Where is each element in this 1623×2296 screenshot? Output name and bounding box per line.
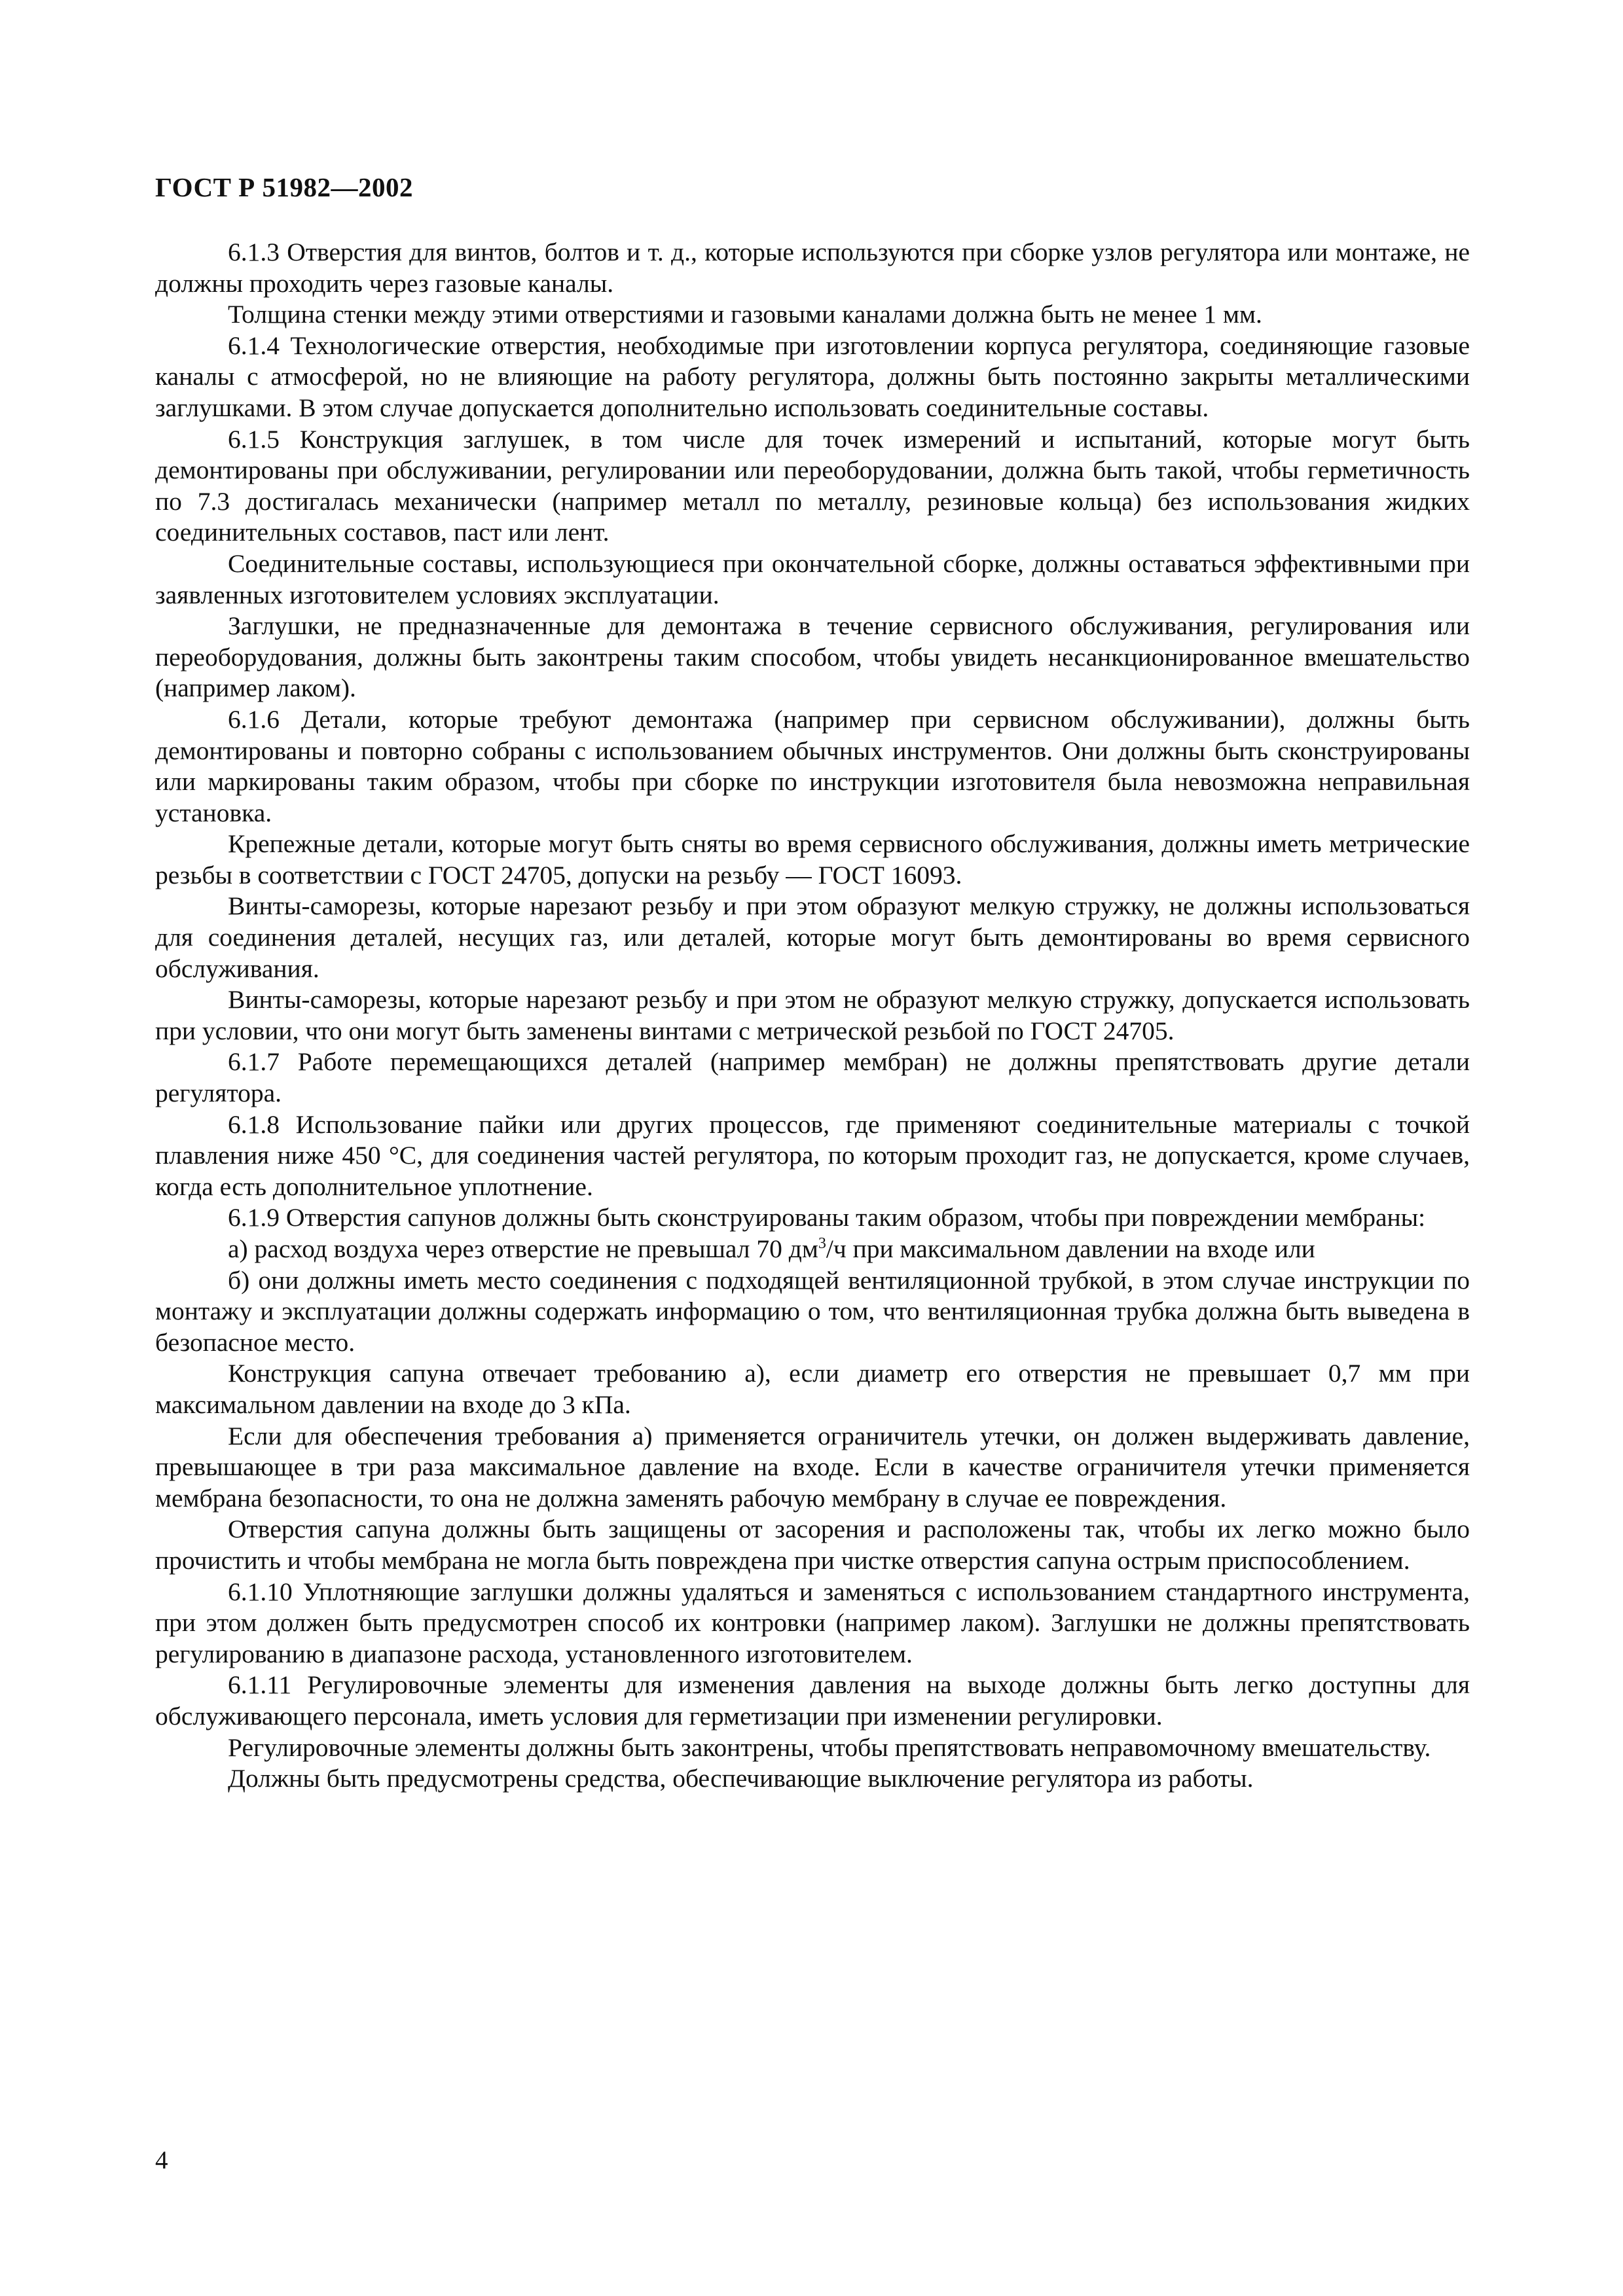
paragraph-6-1-5: 6.1.5 Конструкция заглушек, в том числе для точек измерений и испытаний, которые могут быть демонтированы при обслуживании, регулировании или переоборудовании, должна быть такой, чтобы герметичность по 7.3 достигалась механически (например металл по металлу, резиновые кольца) без использования жидких соединительных составов, паст или лент. bbox=[155, 424, 1470, 547]
item-a-superscript: 3 bbox=[818, 1234, 826, 1252]
paragraph-joint-compounds: Соединительные составы, использующиеся при окончательной сборке, должны оставаться эффективными при заявленных изготовителем условиях эксплуатации. bbox=[155, 548, 1470, 609]
paragraph-plugs-sealing: Заглушки, не предназначенные для демонтажа в течение сервисного обслуживания, регулирования или переоборудования, должны быть законтрены таким способом, чтобы увидеть несанкционированное вмешательство (например лаком). bbox=[155, 611, 1470, 703]
paragraph-6-1-7: 6.1.7 Работе перемещающихся деталей (например мембран) не должны препятствовать другие детали регулятора. bbox=[155, 1047, 1470, 1108]
paragraph-wall-thickness: Толщина стенки между этими отверстиями и газовыми каналами должна быть не менее 1 мм. bbox=[228, 300, 1262, 329]
paragraph-self-tapping-chips: Винты-саморезы, которые нарезают резьбу и при этом образуют мелкую стружку, не должны использоваться для соединения деталей, несущих газ, или деталей, которые могут быть демонтированы во время сервисного обслуживания. bbox=[155, 891, 1470, 983]
paragraph-6-1-10: 6.1.10 Уплотняющие заглушки должны удаляться и заменяться с использованием стандартного инструмента, при этом должен быть предусмотрен способ их контровки (например лаком). Заглушки не должны препятствовать регулированию в диапазоне расхода, установленного изготовителем. bbox=[155, 1577, 1470, 1668]
paragraph-leak-limiter: Если для обеспечения требования а) применяется ограничитель утечки, он должен выдерживать давление, превышающее в три раза максимальное давление на входе. Если в качестве ограничителя утечки применяется мембрана безопасности, то она не должна заменять рабочую мембрану в случае ее повреждения. bbox=[155, 1421, 1470, 1513]
document-body bbox=[155, 237, 1470, 1795]
paragraph-item-a bbox=[155, 1234, 1470, 1265]
paragraph-fasteners: Крепежные детали, которые могут быть сняты во время сервисного обслуживания, должны иметь метрические резьбы в соответствии с ГОСТ 24705, допуски на резьбу — ГОСТ 16093. bbox=[155, 829, 1470, 889]
page-number: 4 bbox=[155, 2146, 168, 2174]
paragraph-self-tapping-no-chips: Винты-саморезы, которые нарезают резьбу и при этом не образуют мелкую стружку, допускается использовать при условии, что они могут быть заменены винтами с метрической резьбой по ГОСТ 24705. bbox=[155, 985, 1470, 1045]
paragraph-adjustment-locking: Регулировочные элементы должны быть законтрены, чтобы препятствовать неправомочному вмешательству. bbox=[228, 1732, 1431, 1762]
item-a-text-end: /ч при максимальном давлении на входе или bbox=[826, 1234, 1315, 1263]
document-header: ГОСТ Р 51982—2002 bbox=[155, 172, 413, 202]
paragraph-6-1-3: 6.1.3 Отверстия для винтов, болтов и т. д., которые используются при сборке узлов регулятора или монтаже, не должны проходить через газовые каналы. bbox=[155, 238, 1470, 298]
paragraph-6-1-4: 6.1.4 Технологические отверстия, необходимые при изготовлении корпуса регулятора, соединяющие газовые каналы с атмосферой, но не влияющие на работу регулятора, должны быть постоянно закрыты металлическими заглушками. В этом случае допускается дополнительно использовать соединительные составы. bbox=[155, 331, 1470, 422]
paragraph-6-1-9: 6.1.9 Отверстия сапунов должны быть сконструированы таким образом, чтобы при повреждении мембраны: bbox=[228, 1203, 1426, 1232]
paragraph-shutdown-means: Должны быть предусмотрены средства, обеспечивающие выключение регулятора из работы. bbox=[228, 1764, 1254, 1793]
paragraph-item-b: б) они должны иметь место соединения с подходящей вентиляционной трубкой, в этом случае инструкции по монтажу и эксплуатации должны содержать информацию о том, что вентиляционная трубка должна быть выведена в безопасное место. bbox=[155, 1265, 1470, 1357]
paragraph-vent-design: Конструкция сапуна отвечает требованию а), если диаметр его отверстия не превышает 0,7 мм при максимальном давлении на входе до 3 кПа. bbox=[155, 1359, 1470, 1419]
paragraph-6-1-6: 6.1.6 Детали, которые требуют демонтажа (например при сервисном обслуживании), должны быть демонтированы и повторно собраны с использованием обычных инструментов. Они должны быть сконструированы или маркированы таким образом, чтобы при сборке по инструкции изготовителя была невозможна неправильная установка. bbox=[155, 704, 1470, 827]
item-a-text: а) расход воздуха через отверстие не превышал 70 дм bbox=[228, 1234, 818, 1263]
paragraph-6-1-8: 6.1.8 Использование пайки или других процессов, где применяют соединительные материалы с точкой плавления ниже 450 °С, для соединения частей регулятора, по которым проходит газ, не допускается, кроме случаев, когда есть дополнительное уплотнение. bbox=[155, 1109, 1470, 1201]
paragraph-6-1-11: 6.1.11 Регулировочные элементы для изменения давления на выходе должны быть легко доступны для обслуживающего персонала, иметь условия для герметизации при изменении регулировки. bbox=[155, 1670, 1470, 1731]
paragraph-vent-protection: Отверстия сапуна должны быть защищены от засорения и расположены так, чтобы их легко можно было прочистить и чтобы мембрана не могла быть повреждена при чистке отверстия сапуна острым приспособлением. bbox=[155, 1515, 1470, 1575]
